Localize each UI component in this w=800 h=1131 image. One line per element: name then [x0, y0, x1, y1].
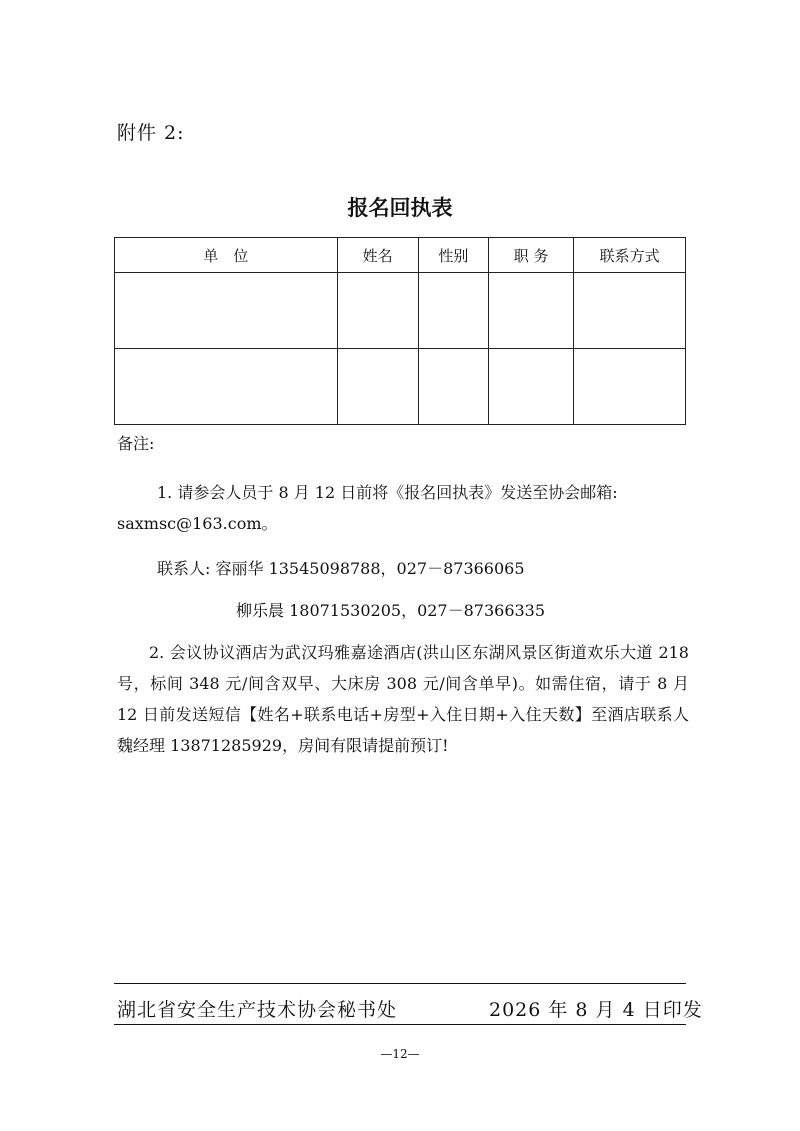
contact-line-1: 联系人: 容丽华 13545098788，027－87366065: [157, 559, 525, 578]
header-unit: 单 位: [115, 238, 338, 273]
registration-table: [114, 237, 686, 425]
header-name: 姓名: [337, 238, 418, 273]
table-cell: [115, 273, 338, 349]
note-item-1: 1. 请参会人员于 8 月 12 日前将《报名回执表》发送至协会邮箱:: [157, 483, 618, 502]
table-cell: [489, 349, 574, 425]
table-header-row: [115, 238, 686, 273]
email-address: saxmsc@163.com。: [117, 514, 278, 533]
table-cell: [418, 273, 488, 349]
notes-label: 备注:: [117, 434, 155, 453]
table-cell: [418, 349, 488, 425]
note-item-2: 2. 会议协议酒店为武汉玛雅嘉途酒店(洪山区东湖风景区街道欢乐大道 218 号，标间 348 元/间含双早、大床房 308 元/间含单早)。如需住宿，请于 8 月 12 日前发送短信【姓名+联系电话+房型+入住日期+入住天数】至酒店联系人魏经理 13871285929，房间有限请提前预订!: [117, 643, 689, 755]
table-cell: [115, 349, 338, 425]
header-contact: 联系方式: [574, 238, 686, 273]
page-number: —12—: [380, 1047, 420, 1061]
table-row: [115, 349, 686, 425]
table-cell: [337, 273, 418, 349]
table-cell: [489, 273, 574, 349]
footer-top-rule: [114, 983, 686, 984]
footer-bottom-rule: [114, 1024, 686, 1025]
table-cell: [574, 349, 686, 425]
header-position: 职 务: [489, 238, 574, 273]
header-gender: 性别: [418, 238, 488, 273]
contact-line-2: 柳乐晨 18071530205，027－87366335: [236, 601, 546, 620]
issue-date: 2026 年 8 月 4 日印发: [489, 999, 703, 1021]
table-cell: [337, 349, 418, 425]
attachment-label: 附件 2:: [117, 122, 185, 144]
table-row: [115, 273, 686, 349]
issuer-name: 湖北省安全生产技术协会秘书处: [117, 999, 398, 1021]
table-cell: [574, 273, 686, 349]
form-title: 报名回执表: [347, 196, 453, 220]
